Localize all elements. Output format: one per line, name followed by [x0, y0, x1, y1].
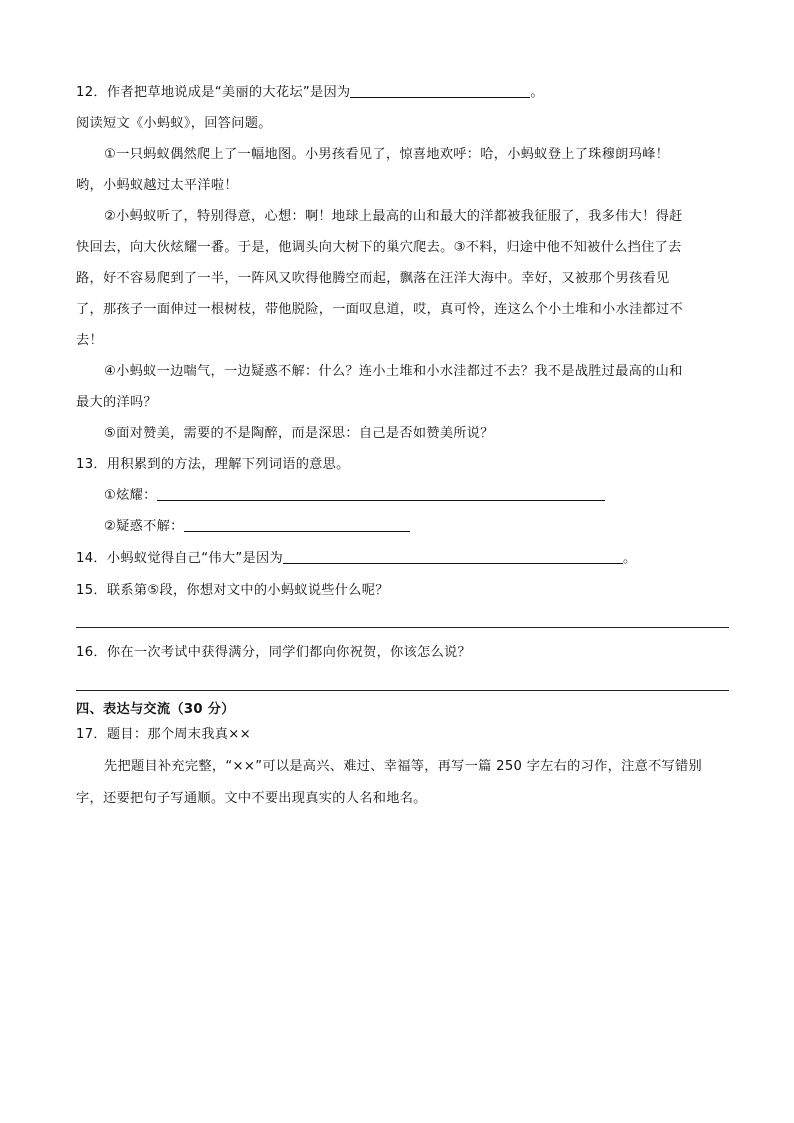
passage-paragraph-4-line-1: ④小蚂蚁一边喘气，一边疑惑不解：什么？连小土堆和小水洼都过不去？我不是战胜过最高的山和 [104, 364, 683, 379]
question-13-item-1-label: ①炫耀： [104, 488, 157, 503]
question-17-instruction-line-2: 字，还要把句子写通顺。文中不要出现真实的人名和地名。 [76, 791, 427, 806]
passage-paragraph-2-line-2: 快回去，向大伙炫耀一番。于是，他调头向大树下的巢穴爬去。③不料，归途中他不知被什么挡住了去 [76, 240, 682, 255]
question-13: 13．用积累到的方法，理解下列词语的意思。 [76, 457, 350, 472]
question-13-item-2-label: ②疑惑不解： [104, 519, 184, 534]
passage-paragraph-2-line-4: 了，那孩子一面伸过一根树枝，带他脱险，一面叹息道，哎，真可怜，连这么个小土堆和小水洼都过不 [76, 302, 683, 317]
question-16: 16．你在一次考试中获得满分，同学们都向你祝贺，你该怎么说？ [76, 645, 472, 660]
passage-paragraph-1-line-2: 哟，小蚂蚁越过太平洋啦！ [76, 178, 238, 193]
question-15: 15．联系第⑤段，你想对文中的小蚂蚁说些什么呢？ [76, 583, 389, 598]
question-17-title: 17．题目：那个周末我真×× [76, 727, 251, 742]
question-13-item-1 [104, 487, 605, 505]
question-14 [76, 550, 636, 568]
question-12 [76, 84, 544, 102]
passage-paragraph-2-line-5: 去！ [76, 333, 103, 348]
passage-paragraph-2-line-3: 路，好不容易爬到了一半，一阵风又吹得他腾空而起，飘落在汪洋大海中。幸好，又被那个男孩看见 [76, 271, 670, 286]
passage-paragraph-5: ⑤面对赞美，需要的不是陶醉，而是深思：自己是否如赞美所说？ [104, 426, 494, 441]
question-12-text: 12．作者把草地说成是“美丽的大花坛”是因为 [76, 85, 351, 100]
question-15-answer-line[interactable] [76, 627, 729, 628]
question-13-item-2-blank[interactable] [184, 518, 410, 532]
question-12-answer-blank[interactable] [350, 84, 530, 98]
passage-paragraph-1-line-1: ①一只蚂蚁偶然爬上了一幅地图。小男孩看见了，惊喜地欢呼：哈，小蚂蚁登上了珠穆朗玛峰！ [104, 147, 670, 162]
reading-intro: 阅读短文《小蚂蚁》，回答问题。 [76, 116, 272, 131]
question-12-end: 。 [530, 85, 544, 100]
question-16-answer-line[interactable] [76, 690, 729, 691]
question-14-answer-blank[interactable] [283, 550, 623, 564]
question-14-end: 。 [622, 551, 637, 566]
section-4-title: 四、表达与交流（30 分） [76, 702, 235, 717]
question-14-text: 14．小蚂蚁觉得自己“伟大”是因为 [76, 551, 283, 566]
passage-paragraph-4-line-2: 最大的洋吗？ [76, 395, 157, 410]
question-17-instruction-line-1: 先把题目补充完整，“××”可以是高兴、难过、幸福等，再写一篇 250 字左右的习作，注意不写错别 [104, 759, 703, 774]
question-13-item-2 [104, 518, 410, 536]
question-13-item-1-blank[interactable] [157, 487, 605, 501]
passage-paragraph-2-line-1: ②小蚂蚁听了，特别得意，心想：啊！地球上最高的山和最大的洋都被我征服了，我多伟大！得赶 [104, 209, 683, 224]
